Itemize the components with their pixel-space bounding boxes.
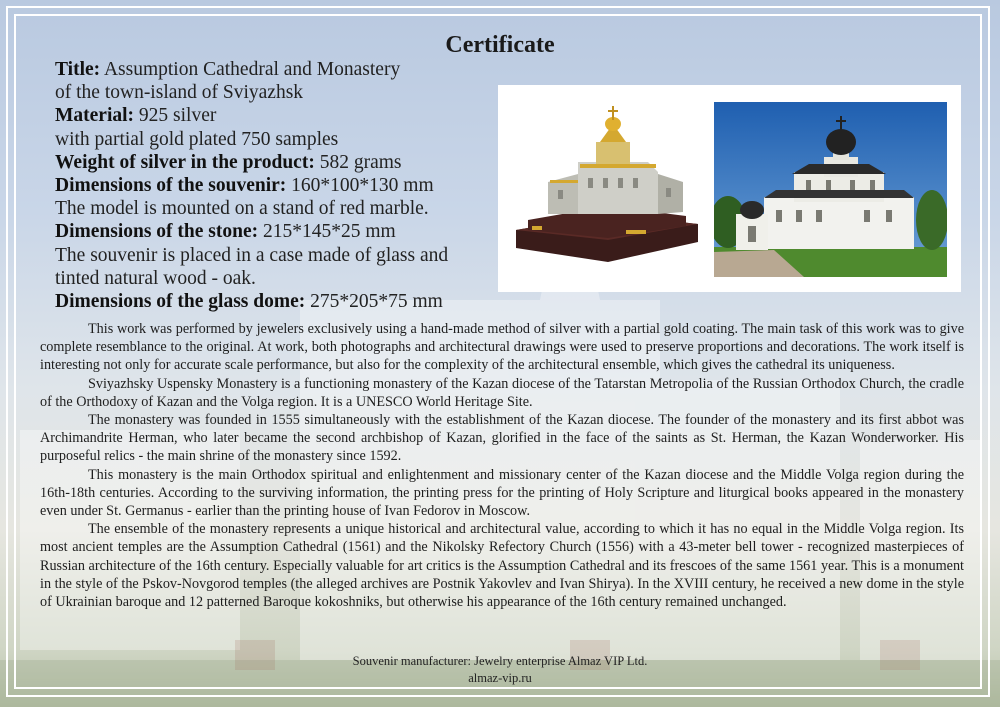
- description-text: [40, 320, 964, 611]
- spec-material-value: 925 silver: [138, 105, 217, 127]
- website-link[interactable]: almaz-vip.ru: [468, 671, 532, 685]
- souvenir-model-photo: [508, 102, 706, 277]
- spec-dim-dome: [55, 290, 495, 313]
- spec-dim-souvenir-label: Dimensions of the souvenir:: [55, 175, 287, 197]
- certificate-title: Certificate: [445, 32, 555, 58]
- spec-dim-dome-value: 275*205*75 mm: [310, 291, 443, 313]
- spec-weight: [55, 151, 495, 174]
- paragraph: This work was performed by jewelers exclusively using a hand-made method of silver with a partial gold coating. The main task of this work was to give complete resemblance to the original. At work, both photographs and architectural drawings were used to preserve proportions and decorations. The work itself is interesting not only for accurate scale performance, but also for the complexity of the architectural ensemble, which gives the cathedral its uniqueness.: [40, 321, 964, 374]
- spec-weight-value: 582 grams: [319, 151, 402, 173]
- spec-dim-souvenir-value: 160*100*130 mm: [291, 175, 434, 197]
- paragraph: The monastery was founded in 1555 simultaneously with the establishment of the Kazan diocese. The founder of the monastery and its first abbot was Archimandrite Herman, who later became the second archbishop of Kazan, glorified in the face of the saints as St. Herman, the Kazan Wonderworker. His purposeful relics - the main shrine of the monastery since 1592.: [40, 412, 964, 465]
- spec-dim-dome-label: Dimensions of the glass dome:: [55, 291, 306, 313]
- paragraph: Sviyazhsky Uspensky Monastery is a functioning monastery of the Kazan diocese of the Tatarstan Metropolia of the Russian Orthodox Church, the cradle of the Orthodoxy of Kazan and the Volga region. It is a UNESCO World Heritage Site.: [40, 375, 964, 410]
- spec-dim-stone-value: 215*145*25 mm: [263, 221, 396, 243]
- spec-title-line1: [55, 58, 495, 81]
- spec-material-label: Material:: [55, 105, 135, 127]
- spec-dim-stone: [55, 220, 495, 243]
- manufacturer-line: Souvenir manufacturer: Jewelry enterprise Almaz VIP Ltd.: [352, 654, 648, 668]
- spec-dim-stone-label: Dimensions of the stone:: [55, 221, 259, 243]
- paragraph: The ensemble of the monastery represents a unique historical and architectural value, according to which it has no equal in the Middle Volga region. Its most ancient temples are the Assumption Cathedral (1561) and the Nikolsky Refectory Church (1556) with a 43-meter bell tower - recognized masterpieces of Russian architecture of the 16th century. Especially valuable for art critics is the Assumption Cathedral and its frescoes of the same 1561 year. This is a monument in the style of the Pskov-Novgorod temples (the alleged archives are Postnik Yakovlev and Ivan Shirya). In the XVIII century, he received a new dome in the style of Ukrainian baroque and 12 patterned Baroque kokoshniks, but otherwise his appearance of the 16th century remained unchanged.: [40, 521, 964, 611]
- spec-weight-label: Weight of silver in the product:: [55, 151, 315, 173]
- spec-material-line1: [55, 104, 495, 127]
- spec-case-note-line1: The souvenir is placed in a case made of glass and: [55, 244, 449, 266]
- spec-title-value: Assumption Cathedral and Monastery: [103, 59, 401, 80]
- cathedral-photo: [714, 102, 947, 277]
- spec-title-label: Title:: [55, 59, 101, 80]
- spec-case-note-line2: tinted natural wood - oak.: [55, 267, 256, 289]
- spec-material-line2: with partial gold plated 750 samples: [55, 128, 339, 150]
- specifications-block: [55, 58, 495, 313]
- photo-frame: [498, 85, 961, 292]
- paragraph: This monastery is the main Orthodox spiritual and enlightenment and missionary center of the Kazan diocese and the Middle Volga region during the 16th-18th centuries. According to the surviving information, the printing press for the printing of Holy Scripture and liturgical books appeared in the monastery even under St. Germanus - earlier than the printing house of Ivan Fedorov in Moscow.: [40, 466, 964, 520]
- spec-title-line2: of the town-island of Sviyazhsk: [55, 82, 304, 104]
- spec-stand-note: The model is mounted on a stand of red marble.: [55, 198, 429, 220]
- spec-dim-souvenir: [55, 174, 495, 197]
